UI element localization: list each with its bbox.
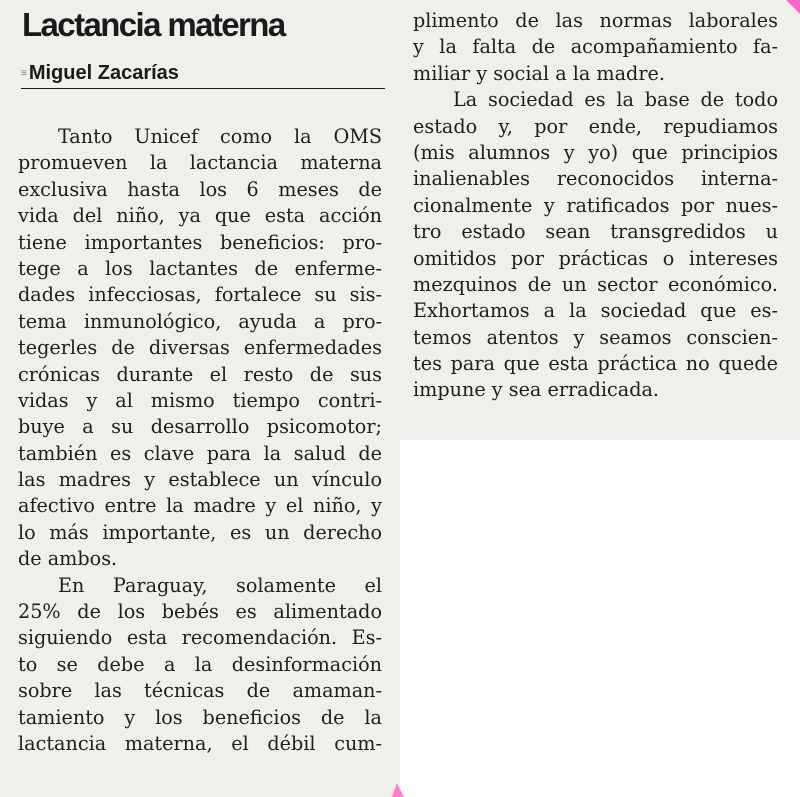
article-headline: Lactancia materna (22, 6, 285, 43)
text-line: de ambos. (18, 547, 118, 571)
text-line: siguiendo esta recomendación. Es- (18, 626, 382, 650)
text-line: afectivo entre la madre y el niño, y (18, 494, 382, 518)
text-line: vida del niño, ya que esta acción (18, 204, 382, 228)
text-line: En Paraguay, solamente el (58, 573, 382, 597)
text-line: miliar y social a la madre. (413, 61, 665, 85)
text-line: tes para que esta práctica no quede (413, 352, 778, 376)
text-line: buye a su desarrollo psicomotor; (18, 415, 382, 439)
text-line: vidas y al mismo tiempo contri- (18, 388, 382, 412)
text-line: tema inmunológico, ayuda a pro- (18, 309, 382, 333)
text-line: La sociedad es la base de todo (453, 88, 778, 112)
text-line: exclusiva hasta los 6 meses de (18, 177, 382, 201)
text-line: estado y, por ende, repudiamos (413, 114, 778, 138)
text-line: temos atentos y seamos conscien- (413, 325, 778, 349)
byline-marker-icon: ≡ (21, 68, 27, 79)
text-line: crónicas durante el resto de sus (18, 362, 382, 386)
text-line: también es clave para la salud de (18, 441, 382, 465)
article-column-right (413, 8, 778, 404)
text-line: tro estado sean transgredidos u (413, 220, 778, 244)
article-column-left (18, 124, 382, 757)
text-line: lo más importante, es un derecho (18, 520, 382, 544)
text-line: Tanto Unicef como la OMS (58, 125, 382, 148)
text-line: cionalmente y ratificados por nues- (413, 193, 778, 217)
author-name: Miguel Zacarías (28, 62, 179, 84)
text-line: mezquinos de un sector económico. (413, 272, 778, 296)
text-line: promueven la lactancia materna (18, 151, 382, 175)
text-line: inalienables reconocidos interna- (413, 167, 778, 191)
article-byline (21, 62, 385, 89)
text-line: to se debe a la desinformación (18, 652, 382, 676)
text-line: y la falta de acompañamiento fa- (413, 35, 778, 59)
text-line: impune y sea erradicada. (413, 378, 660, 402)
text-line: (mis alumnos y yo) que principios (413, 140, 778, 164)
text-line: lactancia materna, el débil cum- (18, 731, 382, 755)
text-line: tamiento y los beneficios de la (18, 705, 382, 729)
text-line: omitidos por prácticas o intereses (413, 246, 778, 270)
text-line: tiene importantes beneficios: pro- (18, 230, 382, 254)
text-line: las madres y establece un vínculo (18, 468, 382, 492)
text-line: plimento de las normas laborales (413, 9, 778, 32)
text-line: Exhortamos a la sociedad que es- (413, 299, 778, 323)
text-line: 25% de los bebés es alimentado (18, 600, 382, 624)
text-line: tegerles de diversas enfermedades (18, 336, 382, 360)
scan-edge-marker (786, 0, 800, 14)
text-line: tege a los lactantes de enferme- (18, 256, 382, 280)
text-line: dades infecciosas, fortalece su sis- (18, 283, 382, 307)
text-line: sobre las técnicas de amaman- (18, 679, 382, 703)
